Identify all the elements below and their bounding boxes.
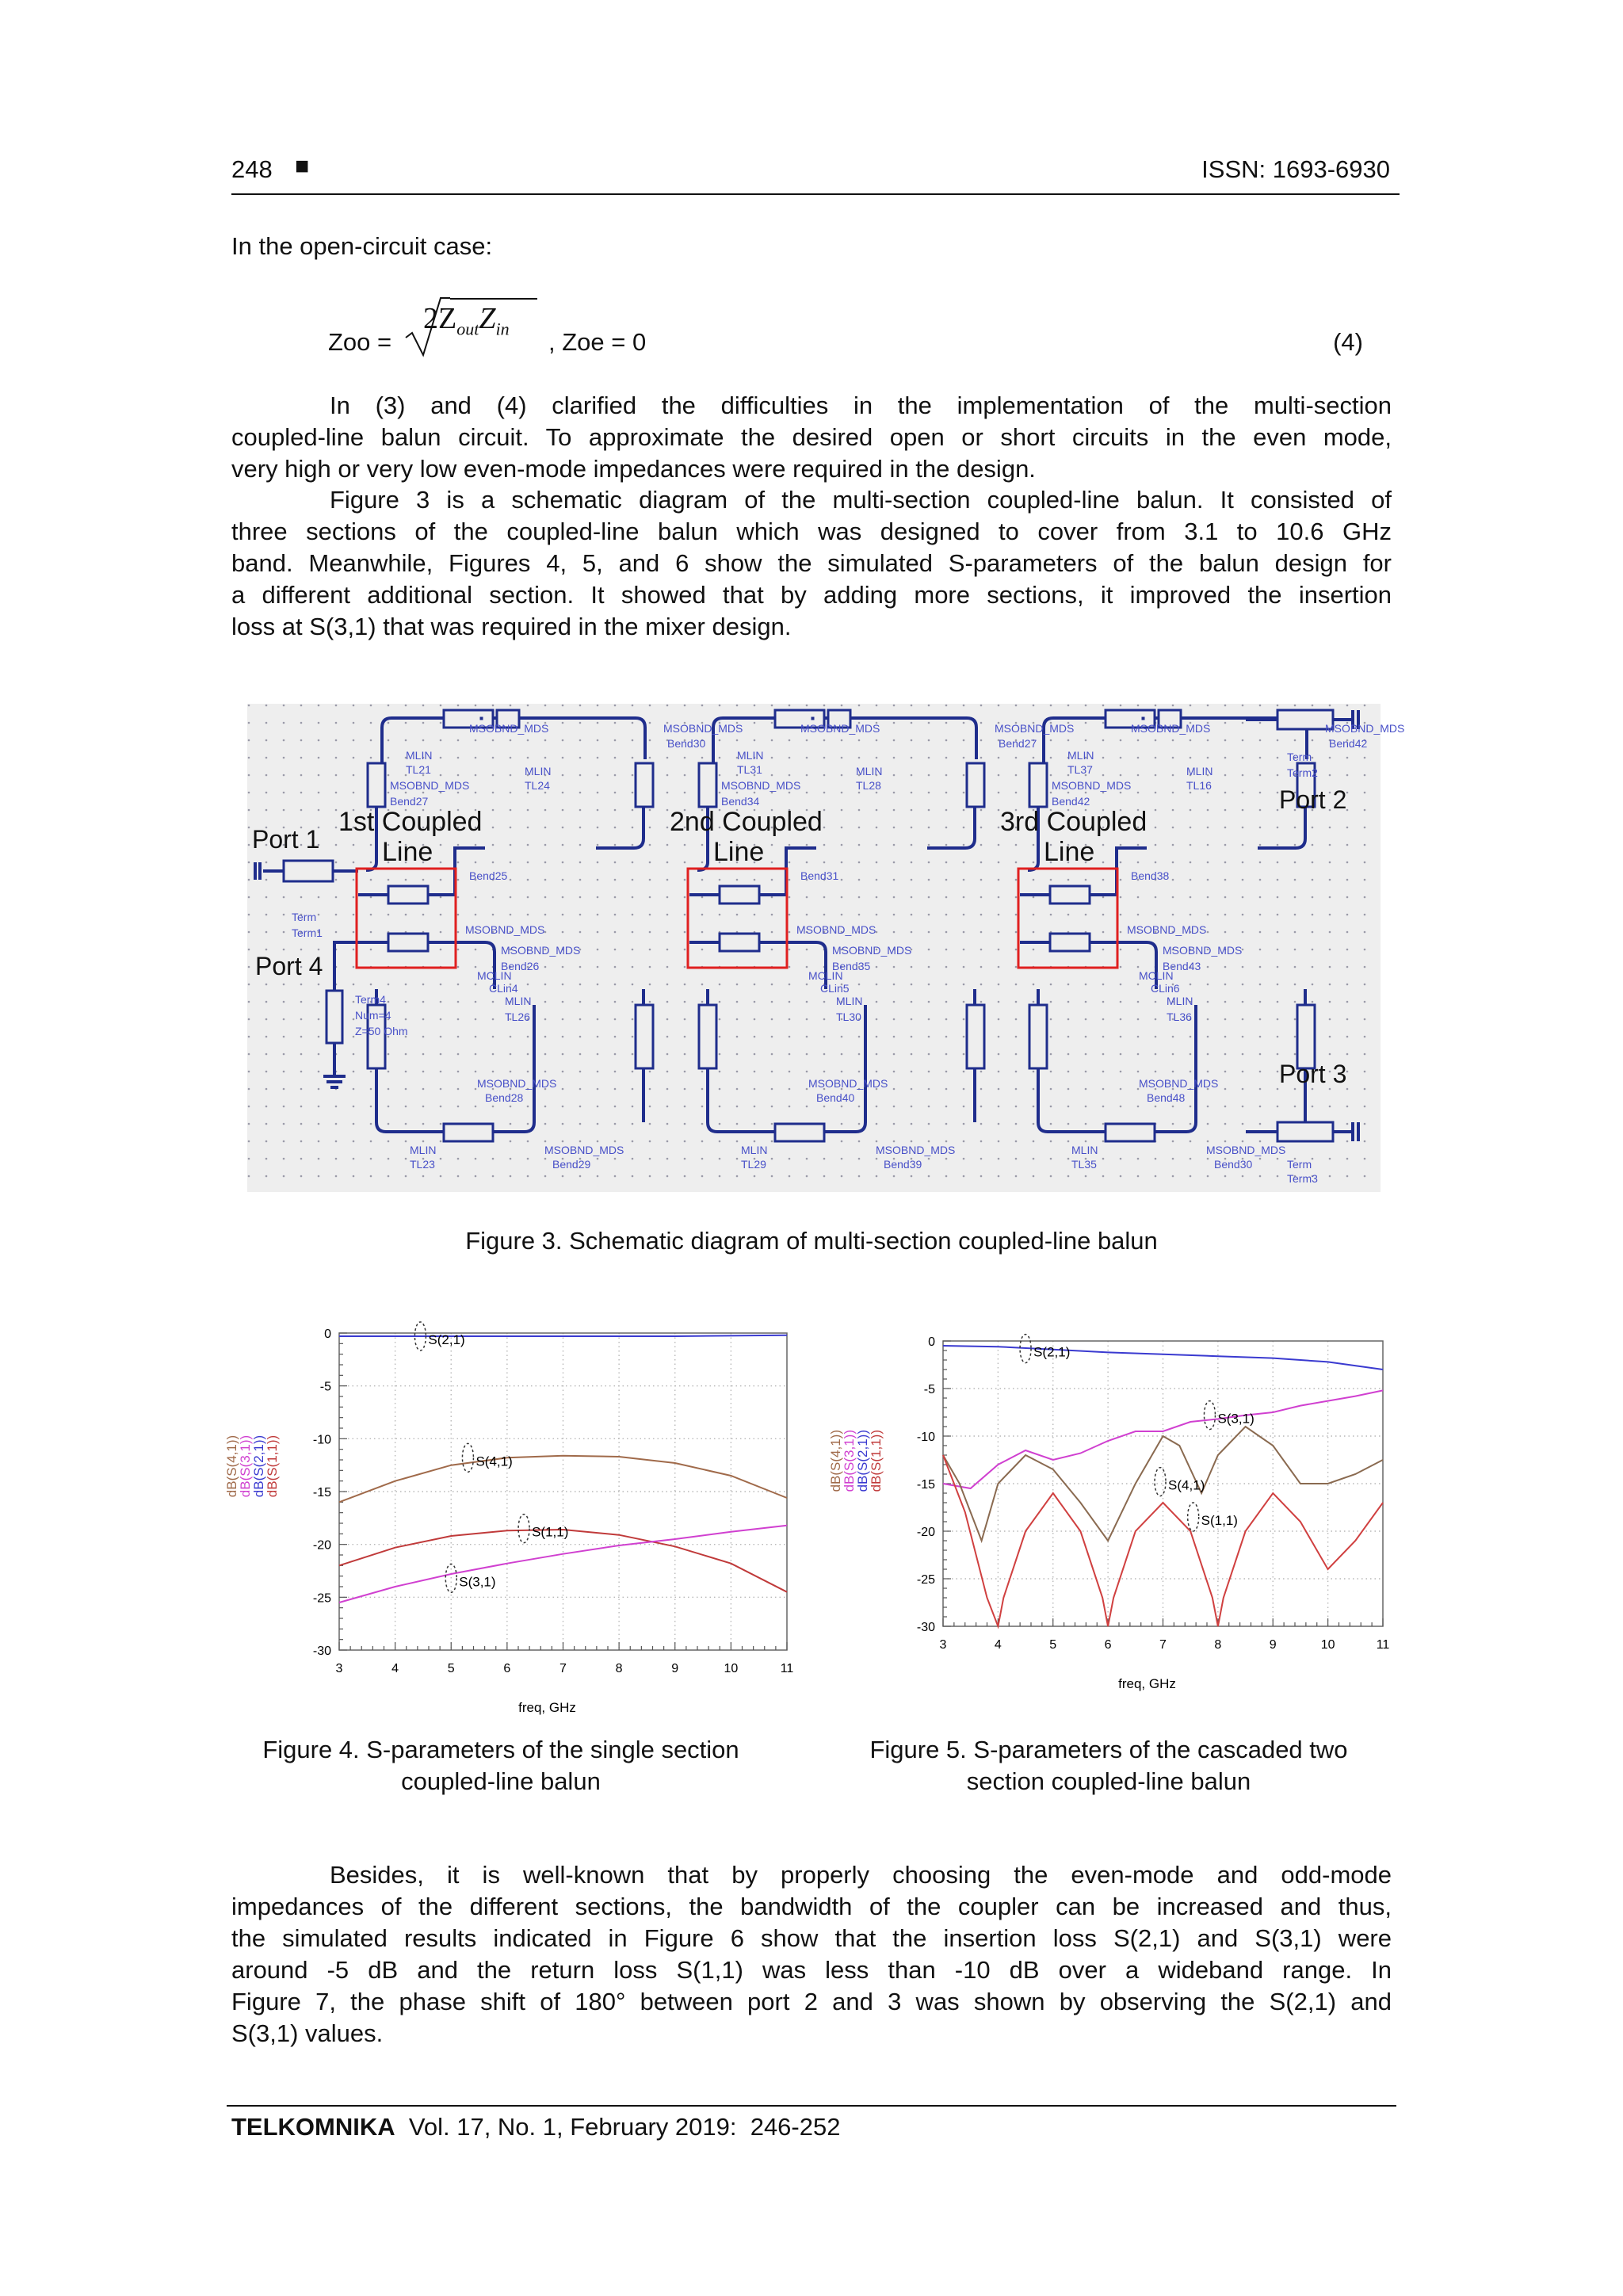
mlin-bottom xyxy=(775,1124,824,1141)
y-tick-label: -25 xyxy=(916,1573,935,1587)
label-mclin: MCLIN xyxy=(808,969,843,982)
para2-line-5: loss at S(3,1) that was required in the mixer design. xyxy=(231,613,792,640)
marker-label: S(3,1) xyxy=(459,1574,496,1590)
label-mlin: MLIN xyxy=(737,749,764,762)
footer-citation xyxy=(231,2113,840,2141)
marker-label: S(4,1) xyxy=(475,1454,513,1469)
node xyxy=(481,718,482,719)
label-msobnd: MSOBND_MDS xyxy=(544,1144,624,1156)
radicand: $2Z_{out}Z_{in}$ xyxy=(423,302,510,339)
para1-line-1: In (3) and (4) clarified the difficulties in the implementation of the multi-section xyxy=(330,392,1392,419)
figure4-caption-line-2: coupled-line balun xyxy=(401,1767,601,1795)
label-tl: TL16 xyxy=(1186,779,1212,792)
plot-frame xyxy=(339,1333,787,1650)
x-tick-label: 8 xyxy=(615,1662,623,1675)
x-tick-label: 9 xyxy=(1269,1638,1277,1652)
label-tl: TL31 xyxy=(737,763,762,776)
x-tick-label: 5 xyxy=(1049,1638,1057,1652)
y-axis-label: dB(S(3,1)) xyxy=(238,1435,253,1498)
section-label: 2nd Coupled xyxy=(670,807,823,837)
y-axis-label: dB(S(3,1)) xyxy=(842,1429,857,1492)
label-bend: Bend40 xyxy=(816,1091,855,1104)
label-mlin: MLIN xyxy=(1167,995,1193,1007)
label-bend: Bend30 xyxy=(667,737,706,750)
marker-label: S(2,1) xyxy=(428,1332,465,1347)
paragraph-1 xyxy=(231,390,1392,485)
series-line-S(2,1) xyxy=(943,1346,1383,1370)
figure5-caption-line-1: Figure 5. S-parameters of the cascaded two xyxy=(869,1736,1348,1763)
paragraph-2 xyxy=(231,484,1392,643)
para1-line-3: very high or very low even-mode impedances were required in the design. xyxy=(231,455,1036,483)
label-msobnd: MSOBND_MDS xyxy=(1163,944,1243,957)
label-term2: Term2 xyxy=(1287,766,1318,779)
mclin-top xyxy=(388,886,428,904)
label-bend: Bend35 xyxy=(832,960,871,972)
y-tick-label: -10 xyxy=(916,1431,935,1444)
mlin-vert-left xyxy=(368,763,385,807)
mclin-bottom xyxy=(388,934,428,951)
section-label: 3rd Coupled xyxy=(1000,807,1148,837)
y-tick-label: 0 xyxy=(928,1335,935,1349)
y-axis-label: dB(S(1,1)) xyxy=(265,1435,280,1498)
x-tick-label: 4 xyxy=(994,1638,1002,1652)
schematic-svg xyxy=(247,704,1405,1192)
section-label-line: Line xyxy=(713,837,765,867)
label-term: Term xyxy=(1287,1158,1312,1171)
equation-lhs: Zoo = xyxy=(328,328,392,356)
label-mlin: MLIN xyxy=(406,749,433,762)
label-msobnd: MSOBND_MDS xyxy=(1206,1144,1286,1156)
y-tick-label: -20 xyxy=(916,1526,935,1539)
label-bend: Bend43 xyxy=(1163,960,1201,972)
y-tick-label: -25 xyxy=(312,1591,331,1606)
port1-label: Port 1 xyxy=(252,825,320,854)
para3-line-3: the simulated results indicated in Figure 6 show that the insertion loss S(2,1) and S(3,1) were xyxy=(231,1924,1392,1952)
y-tick-label: -30 xyxy=(916,1621,935,1634)
x-tick-label: 4 xyxy=(391,1662,399,1675)
para1-line-2: coupled-line balun circuit. To approximate the desired open or short circuits in the even mode, xyxy=(231,423,1392,451)
label-bend: Bend34 xyxy=(721,795,760,808)
x-tick-label: 6 xyxy=(1104,1638,1112,1652)
grid xyxy=(339,1333,787,1650)
mlin-bottom xyxy=(1106,1124,1155,1141)
para2-line-2: three sections of the coupled-line balun which was designed to cover from 3.1 to 10.6 GHz xyxy=(231,518,1392,545)
label-msobnd: MSOBND_MDS xyxy=(390,779,470,792)
label-msobnd: MSOBND_MDS xyxy=(832,944,912,957)
journal-volume: Vol. 17, No. 1, February 2019: 246-252 xyxy=(408,2113,841,2141)
y-tick-label: -15 xyxy=(312,1486,331,1499)
label-bend: Bend42 xyxy=(1052,795,1090,808)
label-bend: Bend42 xyxy=(1329,737,1368,750)
label-msobnd: MSOBND_MDS xyxy=(1131,722,1211,735)
marker-label: S(3,1) xyxy=(1217,1411,1254,1427)
marker-ellipse xyxy=(1188,1503,1199,1531)
label-term3: Term3 xyxy=(1287,1172,1318,1185)
label-mlin: MLIN xyxy=(1186,765,1213,777)
label-tl: TL29 xyxy=(741,1158,766,1171)
x-tick-label: 5 xyxy=(447,1662,455,1675)
node xyxy=(812,718,813,719)
label-mlin: MLIN xyxy=(741,1144,768,1156)
label-term1: Term1 xyxy=(292,926,323,939)
series-line-S(3,1) xyxy=(943,1390,1383,1488)
label-tl: TL36 xyxy=(1167,1010,1192,1023)
y-tick-label: -15 xyxy=(916,1478,935,1492)
port2-label: Port 2 xyxy=(1279,785,1347,814)
x-tick-label: 8 xyxy=(1214,1638,1222,1652)
label-mlin: MLIN xyxy=(856,765,883,777)
label-bend: Bend30 xyxy=(1214,1158,1253,1171)
label-mlin: MLIN xyxy=(505,995,532,1007)
label-mclin: MCLIN xyxy=(1139,969,1174,982)
label-bend: Bend27 xyxy=(999,737,1037,750)
figure4-caption xyxy=(231,1734,770,1797)
y-tick-label: -10 xyxy=(312,1433,331,1447)
y-tick-label: 0 xyxy=(324,1328,331,1341)
equation-4 xyxy=(328,295,1363,358)
page-number: 248 xyxy=(231,155,273,183)
label-msobnd: MSOBND_MDS xyxy=(465,923,545,936)
mclin-bottom xyxy=(720,934,759,951)
sqrt-overline xyxy=(450,298,537,300)
label-tl: TL24 xyxy=(525,779,550,792)
para2-line-1: Figure 3 is a schematic diagram of the multi-section coupled-line balun. It consisted of xyxy=(330,486,1392,514)
y-axis-label: dB(S(1,1)) xyxy=(869,1429,884,1492)
label-term: Term xyxy=(292,911,317,923)
label-msobnd: MSOBND_MDS xyxy=(501,944,581,957)
figure3-caption: Figure 3. Schematic diagram of multi-section coupled-line balun xyxy=(465,1227,1158,1255)
section-label-line: Line xyxy=(1044,837,1095,867)
label-mlin: MLIN xyxy=(836,995,863,1007)
x-tick-label: 11 xyxy=(780,1662,794,1675)
header-marker: ■ xyxy=(295,153,310,179)
x-tick-label: 3 xyxy=(939,1638,947,1652)
label-tl: TL26 xyxy=(505,1010,530,1023)
footer-rule xyxy=(227,2105,1396,2107)
x-tick-label: 10 xyxy=(724,1662,739,1675)
marker-label: S(2,1) xyxy=(1033,1344,1071,1360)
equation-rest: , Zoe = 0 xyxy=(548,328,647,356)
para3-line-6: S(3,1) values. xyxy=(231,2019,384,2047)
x-axis-label: freq, GHz xyxy=(1118,1676,1176,1691)
label-tl: TL30 xyxy=(836,1010,861,1023)
mclin-bottom xyxy=(1050,934,1090,951)
label-msobnd: MSOBND_MDS xyxy=(800,722,880,735)
x-tick-label: 3 xyxy=(335,1662,343,1675)
y-axis-label: dB(S(4,1)) xyxy=(224,1435,239,1498)
label-bend: Bend28 xyxy=(485,1091,524,1104)
label-clin: CLin4 xyxy=(489,982,518,995)
mclin-top xyxy=(720,886,759,904)
label-term: Term xyxy=(1287,751,1312,763)
marker-ellipse xyxy=(1204,1401,1215,1430)
marker-label: S(1,1) xyxy=(1201,1513,1238,1528)
x-axis-label: freq, GHz xyxy=(518,1700,576,1715)
mlin-vert-right xyxy=(967,763,984,807)
label-tl: TL23 xyxy=(410,1158,435,1171)
marker-label: S(1,1) xyxy=(532,1524,569,1540)
label-msobnd: MSOBND_MDS xyxy=(1052,779,1132,792)
label-bend: Bend48 xyxy=(1147,1091,1186,1104)
port4-label: Port 4 xyxy=(255,952,323,980)
marker-label: S(4,1) xyxy=(1168,1477,1205,1493)
label-msobnd: MSOBND_MDS xyxy=(477,1077,557,1090)
marker-ellipse xyxy=(1155,1468,1166,1496)
para3-line-4: around -5 dB and the return loss S(1,1) was less than -10 dB over a wideband range. In xyxy=(231,1956,1392,1984)
x-tick-label: 10 xyxy=(1320,1638,1335,1652)
label-term4: Term4 xyxy=(355,993,386,1006)
mlin-vert-right-bottom xyxy=(1297,1005,1315,1068)
issn: ISSN: 1693-6930 xyxy=(1201,155,1390,183)
header-rule xyxy=(231,193,1400,195)
para2-line-3: band. Meanwhile, Figures 4, 5, and 6 show the simulated S-parameters of the balun design for xyxy=(231,549,1392,577)
x-tick-label: 7 xyxy=(559,1662,567,1675)
term3-load xyxy=(1277,1122,1333,1141)
section-label: 1st Coupled xyxy=(338,807,483,837)
label-tl: TL35 xyxy=(1071,1158,1097,1171)
marker-ellipse xyxy=(462,1443,473,1472)
figure4-caption-line-1: Figure 4. S-parameters of the single section xyxy=(262,1736,739,1763)
label-msobnd: MSOBND_MDS xyxy=(721,779,801,792)
term1-source xyxy=(284,861,333,881)
label-msobnd: MSOBND_MDS xyxy=(995,722,1075,735)
label-msobnd: MSOBND_MDS xyxy=(469,722,549,735)
mlin-vert-left xyxy=(699,763,716,807)
y-tick-label: -5 xyxy=(319,1380,331,1394)
label-tl: TL21 xyxy=(406,763,431,776)
x-tick-label: 7 xyxy=(1159,1638,1167,1652)
para2-line-4: a different additional section. It showed that by adding more sections, it improved the insertion xyxy=(231,581,1392,609)
label-msobnd: MSOBND_MDS xyxy=(1127,923,1207,936)
y-tick-label: -5 xyxy=(923,1383,935,1396)
label-msobnd: MSOBND_MDS xyxy=(1139,1077,1219,1090)
y-tick-label: -20 xyxy=(312,1538,331,1553)
label-bend: Bend25 xyxy=(469,869,508,882)
label-mlin: MLIN xyxy=(525,765,552,777)
label-num4: Num=4 xyxy=(355,1009,391,1022)
y-tick-label: -30 xyxy=(312,1645,331,1658)
label-mlin: MLIN xyxy=(1071,1144,1098,1156)
figure5-chart xyxy=(819,1316,1406,1696)
label-bend: Bend31 xyxy=(800,869,839,882)
label-z50: Z=50 Ohm xyxy=(355,1025,408,1037)
figure5-caption xyxy=(835,1734,1382,1797)
label-msobnd: MSOBND_MDS xyxy=(1325,722,1405,735)
figure5-caption-line-2: section coupled-line balun xyxy=(966,1767,1251,1795)
label-bend: Bend27 xyxy=(390,795,429,808)
label-msobnd: MSOBND_MDS xyxy=(663,722,743,735)
ticks xyxy=(339,1333,787,1650)
section-label-line: Line xyxy=(382,837,433,867)
label-bend: Bend39 xyxy=(884,1158,922,1171)
mlin-vert-right xyxy=(636,763,653,807)
para3-line-2: impedances of the different sections, the bandwidth of the coupler can be increased and thus, xyxy=(231,1893,1392,1920)
label-tl: TL28 xyxy=(856,779,881,792)
mlin-vert-right-bottom xyxy=(967,1005,984,1068)
marker-ellipse xyxy=(518,1515,529,1543)
mlin-bottom xyxy=(444,1124,493,1141)
y-axis-label: dB(S(2,1)) xyxy=(855,1429,870,1492)
x-tick-label: 11 xyxy=(1376,1638,1390,1652)
term4-resistor xyxy=(327,991,342,1043)
label-mlin: MLIN xyxy=(1067,749,1094,762)
port3-label: Port 3 xyxy=(1279,1060,1347,1088)
journal-name: TELKOMNIKA xyxy=(231,2113,395,2141)
y-axis-label: dB(S(2,1)) xyxy=(251,1435,266,1498)
mlin-vert-left-bottom xyxy=(1029,1005,1047,1068)
label-tl: TL37 xyxy=(1067,763,1093,776)
equation-number: (4) xyxy=(1333,328,1363,356)
intro-text: In the open-circuit case: xyxy=(231,232,493,260)
mlin-vert-left xyxy=(1029,763,1047,807)
para3-line-5: Figure 7, the phase shift of 180° between port 2 and 3 was shown by observing the S(2,1) and xyxy=(231,1988,1392,2015)
x-tick-label: 6 xyxy=(503,1662,511,1675)
label-msobnd: MSOBND_MDS xyxy=(876,1144,956,1156)
paragraph-3 xyxy=(231,1859,1392,2050)
label-msobnd: MSOBND_MDS xyxy=(796,923,876,936)
figure3-schematic xyxy=(247,704,1405,1192)
figure4-chart xyxy=(212,1308,815,1728)
label-mlin: MLIN xyxy=(410,1144,437,1156)
mclin-top xyxy=(1050,886,1090,904)
label-bend: Bend26 xyxy=(501,960,540,972)
mlin-vert-left-bottom xyxy=(699,1005,716,1068)
label-clin: CLin5 xyxy=(820,982,850,995)
series-line-S(2,1) xyxy=(339,1335,787,1336)
x-tick-label: 9 xyxy=(671,1662,679,1675)
label-bend: Bend29 xyxy=(552,1158,591,1171)
mlin-vert-right-bottom xyxy=(636,1005,653,1068)
y-axis-label: dB(S(4,1)) xyxy=(828,1429,843,1492)
label-mclin: MCLIN xyxy=(477,969,512,982)
label-bend: Bend38 xyxy=(1131,869,1170,882)
label-clin: CLin6 xyxy=(1151,982,1180,995)
label-msobnd: MSOBND_MDS xyxy=(808,1077,888,1090)
node xyxy=(1143,718,1144,719)
para3-line-1: Besides, it is well-known that by properly choosing the even-mode and odd-mode xyxy=(330,1861,1392,1889)
